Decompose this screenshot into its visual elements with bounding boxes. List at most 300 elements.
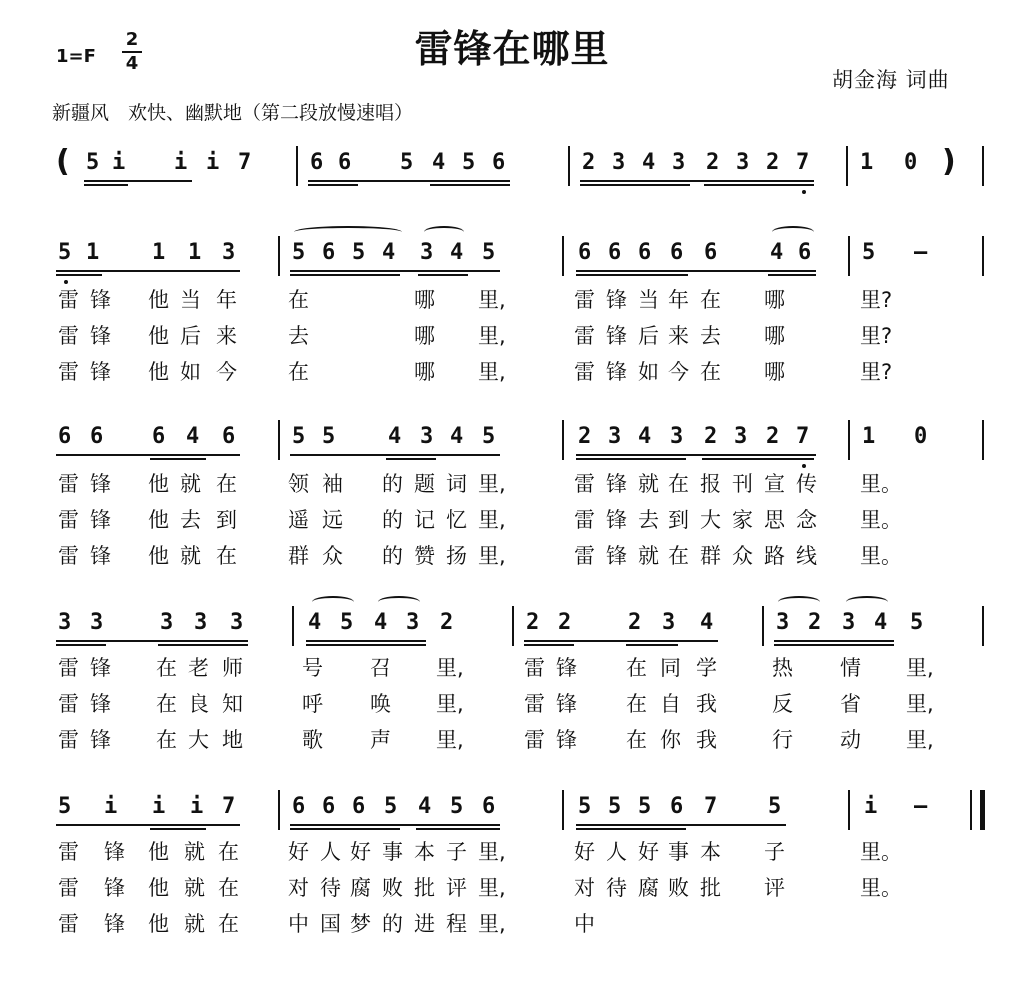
note: 1 (86, 240, 100, 265)
lyric-syllable: 腐 (638, 876, 659, 900)
lyric-syllable: 雷 (574, 472, 595, 496)
note: 6 (670, 794, 684, 819)
lyric-syllable: 好 (350, 840, 371, 864)
tempo-marking: 新疆风 欢快、幽默地（第二段放慢速唱） (52, 102, 414, 124)
lyric-syllable: 师 (222, 656, 243, 680)
note: 5 (482, 240, 496, 265)
barline (512, 606, 514, 646)
lyric-syllable: 他 (148, 876, 169, 900)
lyric-syllable: 我 (696, 692, 717, 716)
lyric-syllable: 来 (668, 324, 689, 348)
page-title: 雷锋在哪里 (414, 27, 610, 71)
note: 5 (400, 150, 414, 175)
barline (278, 420, 280, 460)
lyric-syllable: 里。 (860, 508, 902, 532)
lyric-syllable: 哪 (414, 288, 435, 312)
note: 5 (384, 794, 398, 819)
lyric-syllable: 声 (370, 728, 391, 752)
lyric-syllable: 锋 (556, 692, 577, 716)
score-line-2 (0, 424, 1024, 464)
lyrics-line-4-verse-1 (0, 836, 1024, 866)
lyric-syllable: 待 (320, 876, 341, 900)
note: 5 (292, 240, 306, 265)
lyric-syllable: 今 (668, 360, 689, 384)
lyric-syllable: 好 (288, 840, 309, 864)
lyric-syllable: 的 (382, 544, 403, 568)
lyric-syllable: 锋 (104, 876, 125, 900)
lyric-syllable: 锋 (606, 544, 627, 568)
note: 2 (706, 150, 720, 175)
note: 6 (638, 240, 652, 265)
lyric-syllable: 就 (184, 876, 205, 900)
key-signature: 1=F (56, 46, 96, 67)
lyric-syllable: 情 (840, 656, 861, 680)
barline (762, 606, 764, 646)
note: 5 (768, 794, 782, 819)
lyric-syllable: 败 (382, 876, 403, 900)
lyric-syllable: 锋 (90, 288, 111, 312)
lyric-syllable: 好 (574, 840, 595, 864)
note: 4 (450, 424, 464, 449)
final-barline-thin (970, 790, 972, 830)
lyric-syllable: 进 (414, 912, 435, 936)
barline (848, 420, 850, 460)
lyric-syllable: 在 (626, 692, 647, 716)
lyric-syllable: 去 (700, 324, 721, 348)
lyric-syllable: 里, (478, 876, 506, 900)
barline (848, 790, 850, 830)
lyric-syllable: 里, (478, 544, 506, 568)
lyric-syllable: 雷 (574, 324, 595, 348)
score-line-intro (0, 144, 1024, 190)
note: 2 (578, 424, 592, 449)
note: 0 (914, 424, 928, 449)
lyric-syllable: 锋 (556, 656, 577, 680)
lyric-syllable: 同 (660, 656, 681, 680)
barline (292, 606, 294, 646)
barline (296, 146, 298, 186)
lyric-syllable: 刊 (732, 472, 753, 496)
note: i (104, 794, 118, 819)
note: 3 (420, 424, 434, 449)
lyric-syllable: 锋 (104, 840, 125, 864)
lyric-syllable: 他 (148, 288, 169, 312)
lyric-syllable: 大 (700, 508, 721, 532)
lyrics-line-3-verse-3 (0, 724, 1024, 754)
lyric-syllable: 报 (700, 472, 721, 496)
note: 5 (450, 794, 464, 819)
note: 4 (770, 240, 784, 265)
lyric-syllable: 路 (764, 544, 785, 568)
lyric-syllable: 去 (180, 508, 201, 532)
barline (982, 420, 984, 460)
lyric-syllable: 锋 (606, 360, 627, 384)
note: 4 (374, 610, 388, 635)
note: 4 (308, 610, 322, 635)
lyric-syllable: 动 (840, 728, 861, 752)
note: 6 (704, 240, 718, 265)
lyric-syllable: 里? (860, 360, 893, 384)
note: 3 (90, 610, 104, 635)
lyrics-line-1-verse-2 (0, 320, 1024, 350)
note: 5 (462, 150, 476, 175)
barline (562, 236, 564, 276)
lyric-syllable: 歌 (302, 728, 323, 752)
note: 5 (910, 610, 924, 635)
lyric-syllable: 他 (148, 912, 169, 936)
lyric-syllable: 词 (446, 472, 467, 496)
lyric-syllable: 锋 (90, 692, 111, 716)
lyric-syllable: 雷 (58, 288, 79, 312)
note: 6 (338, 150, 352, 175)
lyric-syllable: 群 (288, 544, 309, 568)
note: 6 (492, 150, 506, 175)
note: 3 (230, 610, 244, 635)
lyric-syllable: 如 (638, 360, 659, 384)
note: 2 (440, 610, 454, 635)
lyric-syllable: 里, (478, 288, 506, 312)
barline (982, 146, 984, 186)
lyric-syllable: 锋 (556, 728, 577, 752)
note: 3 (406, 610, 420, 635)
note: – (914, 240, 928, 265)
note: 5 (482, 424, 496, 449)
note: 4 (874, 610, 888, 635)
note: 3 (194, 610, 208, 635)
lyric-syllable: 里, (436, 656, 464, 680)
lyric-syllable: 远 (322, 508, 343, 532)
lyric-syllable: 腐 (350, 876, 371, 900)
note: 2 (558, 610, 572, 635)
note: 6 (310, 150, 324, 175)
lyric-syllable: 哪 (764, 324, 785, 348)
note: 2 (808, 610, 822, 635)
lyric-syllable: 的 (382, 472, 403, 496)
note: 4 (700, 610, 714, 635)
lyric-syllable: 省 (840, 692, 861, 716)
author: 胡金海 词曲 (832, 68, 950, 92)
note: 5 (638, 794, 652, 819)
lyric-syllable: 事 (668, 840, 689, 864)
lyric-syllable: 良 (188, 692, 209, 716)
lyric-syllable: 就 (184, 912, 205, 936)
lyric-syllable: 他 (148, 508, 169, 532)
barline (982, 236, 984, 276)
note: 2 (628, 610, 642, 635)
lyric-syllable: 里。 (860, 544, 902, 568)
lyric-syllable: 题 (414, 472, 435, 496)
lyrics-line-4-verse-2 (0, 872, 1024, 902)
note: i (864, 794, 878, 819)
lyric-syllable: 里, (478, 508, 506, 532)
lyric-syllable: 在 (700, 288, 721, 312)
lyrics-line-3-verse-2 (0, 688, 1024, 718)
lyric-syllable: 子 (446, 840, 467, 864)
note: 3 (612, 150, 626, 175)
note: 1 (188, 240, 202, 265)
note: i (112, 150, 126, 175)
note: 2 (582, 150, 596, 175)
note: 5 (86, 150, 100, 175)
lyric-syllable: 在 (156, 692, 177, 716)
lyric-syllable: 哪 (764, 360, 785, 384)
lyric-syllable: 在 (218, 876, 239, 900)
lyric-syllable: 雷 (58, 692, 79, 716)
note: 2 (766, 424, 780, 449)
lyric-syllable: 评 (764, 876, 785, 900)
lyric-syllable: 雷 (58, 508, 79, 532)
note: 6 (90, 424, 104, 449)
lyric-syllable: 待 (606, 876, 627, 900)
lyric-syllable: 哪 (414, 324, 435, 348)
lyric-syllable: 雷 (58, 728, 79, 752)
barline (562, 420, 564, 460)
note: i (174, 150, 188, 175)
lyric-syllable: 在 (216, 472, 237, 496)
note: 2 (526, 610, 540, 635)
barline (278, 790, 280, 830)
lyric-syllable: 本 (414, 840, 435, 864)
note: 6 (152, 424, 166, 449)
lyric-syllable: 在 (626, 656, 647, 680)
lyric-syllable: 里, (478, 472, 506, 496)
lyric-syllable: 梦 (350, 912, 371, 936)
lyric-syllable: 人 (320, 840, 341, 864)
lyric-syllable: 雷 (574, 508, 595, 532)
lyric-syllable: 事 (382, 840, 403, 864)
lyric-syllable: 哪 (414, 360, 435, 384)
lyric-syllable: 雷 (58, 324, 79, 348)
lyric-syllable: 雷 (574, 544, 595, 568)
lyric-syllable: 锋 (90, 324, 111, 348)
lyric-syllable: 批 (700, 876, 721, 900)
note: 3 (736, 150, 750, 175)
lyric-syllable: 热 (772, 656, 793, 680)
lyric-syllable: 反 (772, 692, 793, 716)
note: i (206, 150, 220, 175)
lyric-syllable: 锋 (90, 544, 111, 568)
lyric-syllable: 雷 (574, 360, 595, 384)
open-paren: ( (56, 144, 70, 179)
lyric-syllable: 知 (222, 692, 243, 716)
lyric-syllable: 众 (322, 544, 343, 568)
lyric-syllable: 里, (478, 840, 506, 864)
lyric-syllable: 年 (216, 288, 237, 312)
note: 3 (842, 610, 856, 635)
note: 5 (292, 424, 306, 449)
note: 3 (662, 610, 676, 635)
close-paren: ) (942, 144, 956, 179)
note: 6 (58, 424, 72, 449)
lyric-syllable: 传 (796, 472, 817, 496)
time-numerator: 2 (125, 29, 139, 50)
note: 3 (222, 240, 236, 265)
lyric-syllable: 袖 (322, 472, 343, 496)
lyric-syllable: 里, (906, 656, 934, 680)
lyric-syllable: 他 (148, 360, 169, 384)
lyric-syllable: 宣 (764, 472, 785, 496)
lyric-syllable: 他 (148, 840, 169, 864)
lyric-syllable: 对 (288, 876, 309, 900)
note: 4 (638, 424, 652, 449)
note: 1 (152, 240, 166, 265)
note: i (190, 794, 204, 819)
note: 3 (776, 610, 790, 635)
lyric-syllable: 去 (288, 324, 309, 348)
note: 3 (672, 150, 686, 175)
score-line-4 (0, 794, 1024, 834)
lyric-syllable: 在 (156, 728, 177, 752)
note: 5 (322, 424, 336, 449)
lyric-syllable: 里。 (860, 472, 902, 496)
lyric-syllable: 当 (638, 288, 659, 312)
barline (848, 236, 850, 276)
note: 4 (382, 240, 396, 265)
note: 6 (322, 240, 336, 265)
lyrics-line-1-verse-3 (0, 356, 1024, 386)
lyric-syllable: 锋 (90, 360, 111, 384)
lyric-syllable: 遥 (288, 508, 309, 532)
lyric-syllable: 里? (860, 324, 893, 348)
lyric-syllable: 号 (302, 656, 323, 680)
lyric-syllable: 雷 (58, 656, 79, 680)
note: – (914, 794, 928, 819)
lyric-syllable: 家 (732, 508, 753, 532)
lyric-syllable: 里, (436, 692, 464, 716)
lyric-syllable: 本 (700, 840, 721, 864)
barline (562, 790, 564, 830)
lyric-syllable: 在 (668, 544, 689, 568)
lyrics-line-1-verse-1 (0, 284, 1024, 314)
lyric-syllable: 雷 (58, 360, 79, 384)
lyric-syllable: 里。 (860, 840, 902, 864)
lyric-syllable: 当 (180, 288, 201, 312)
lyric-syllable: 老 (188, 656, 209, 680)
lyrics-line-4-verse-3 (0, 908, 1024, 938)
lyric-syllable: 在 (218, 840, 239, 864)
note: 5 (608, 794, 622, 819)
lyric-syllable: 里, (478, 912, 506, 936)
lyric-syllable: 里, (906, 692, 934, 716)
lyric-syllable: 好 (638, 840, 659, 864)
lyric-syllable: 就 (180, 472, 201, 496)
lyric-syllable: 里? (860, 288, 893, 312)
final-barline-thick (980, 790, 985, 830)
note: 2 (766, 150, 780, 175)
lyric-syllable: 雷 (58, 840, 79, 864)
note: 1 (862, 424, 876, 449)
lyric-syllable: 后 (180, 324, 201, 348)
lyric-syllable: 就 (184, 840, 205, 864)
lyric-syllable: 在 (216, 544, 237, 568)
lyric-syllable: 子 (764, 840, 785, 864)
note: 3 (670, 424, 684, 449)
note: 4 (418, 794, 432, 819)
lyric-syllable: 行 (772, 728, 793, 752)
lyric-syllable: 雷 (524, 692, 545, 716)
lyric-syllable: 念 (796, 508, 817, 532)
lyric-syllable: 群 (700, 544, 721, 568)
note: 6 (482, 794, 496, 819)
note: 0 (904, 150, 918, 175)
lyric-syllable: 锋 (606, 508, 627, 532)
lyric-syllable: 国 (320, 912, 341, 936)
lyric-syllable: 就 (638, 472, 659, 496)
lyric-syllable: 自 (660, 692, 681, 716)
note: 5 (578, 794, 592, 819)
lyric-syllable: 就 (638, 544, 659, 568)
lyric-syllable: 领 (288, 472, 309, 496)
lyric-syllable: 来 (216, 324, 237, 348)
barline (982, 606, 984, 646)
lyric-syllable: 忆 (446, 508, 467, 532)
lyric-syllable: 众 (732, 544, 753, 568)
lyric-syllable: 人 (606, 840, 627, 864)
lyric-syllable: 思 (764, 508, 785, 532)
note: 4 (388, 424, 402, 449)
barline (846, 146, 848, 186)
lyrics-line-2-verse-3 (0, 540, 1024, 570)
note: 5 (340, 610, 354, 635)
lyric-syllable: 就 (180, 544, 201, 568)
lyric-syllable: 败 (668, 876, 689, 900)
lyric-syllable: 扬 (446, 544, 467, 568)
lyric-syllable: 呼 (302, 692, 323, 716)
lyric-syllable: 的 (382, 912, 403, 936)
lyric-syllable: 线 (796, 544, 817, 568)
score-line-3 (0, 610, 1024, 650)
note: 6 (670, 240, 684, 265)
lyric-syllable: 里, (478, 324, 506, 348)
note: 5 (58, 794, 72, 819)
note: 3 (734, 424, 748, 449)
lyric-syllable: 去 (638, 508, 659, 532)
lyric-syllable: 里。 (860, 876, 902, 900)
note: 7 (796, 150, 810, 175)
note: 6 (798, 240, 812, 265)
lyric-syllable: 雷 (524, 656, 545, 680)
note: i (152, 794, 166, 819)
lyric-syllable: 锋 (90, 472, 111, 496)
note: 7 (704, 794, 718, 819)
lyric-syllable: 的 (382, 508, 403, 532)
lyric-syllable: 锋 (606, 472, 627, 496)
note: 6 (292, 794, 306, 819)
lyric-syllable: 地 (222, 728, 243, 752)
note: 4 (450, 240, 464, 265)
lyric-syllable: 程 (446, 912, 467, 936)
lyric-syllable: 学 (696, 656, 717, 680)
note: 4 (432, 150, 446, 175)
lyric-syllable: 锋 (104, 912, 125, 936)
lyric-syllable: 年 (668, 288, 689, 312)
note: 5 (862, 240, 876, 265)
lyric-syllable: 评 (446, 876, 467, 900)
lyric-syllable: 锋 (606, 324, 627, 348)
lyric-syllable: 里, (478, 360, 506, 384)
lyric-syllable: 雷 (574, 288, 595, 312)
note: 5 (352, 240, 366, 265)
lyric-syllable: 记 (414, 508, 435, 532)
lyric-syllable: 批 (414, 876, 435, 900)
note: 5 (58, 240, 72, 265)
lyric-syllable: 中 (288, 912, 309, 936)
lyric-syllable: 后 (638, 324, 659, 348)
lyric-syllable: 唤 (370, 692, 391, 716)
note: 1 (860, 150, 874, 175)
note: 7 (222, 794, 236, 819)
lyric-syllable: 里, (436, 728, 464, 752)
